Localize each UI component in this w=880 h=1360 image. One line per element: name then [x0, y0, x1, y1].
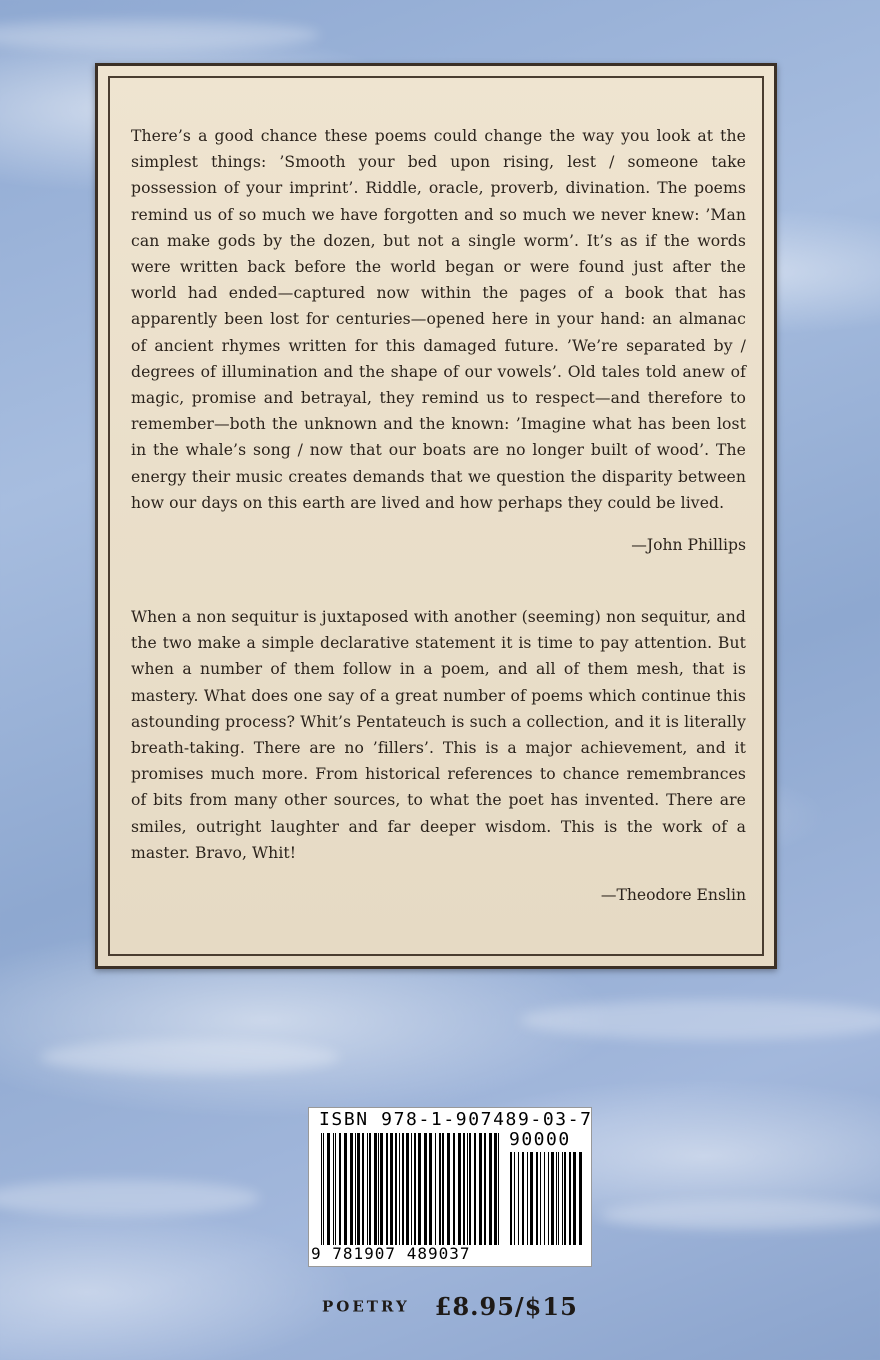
- barcode-bar: [339, 1133, 341, 1245]
- barcode-bar: [418, 1133, 421, 1245]
- barcode-bars: [319, 1133, 503, 1245]
- barcode-bar: [435, 1133, 436, 1245]
- isbn-barcode: [308, 1107, 592, 1267]
- barcode-bar: [474, 1133, 476, 1245]
- barcode-bar: [411, 1133, 412, 1245]
- barcode-bar: [369, 1133, 371, 1245]
- attribution-theodore-enslin: —Theodore Enslin: [600, 886, 746, 905]
- barcode-bar: [573, 1152, 576, 1245]
- barcode-price-code: 90000: [509, 1129, 571, 1150]
- barcode-bar: [399, 1133, 400, 1245]
- barcode-bar: [494, 1133, 497, 1245]
- attribution-john-phillips: —John Phillips: [631, 536, 746, 555]
- barcode-bar: [556, 1152, 557, 1245]
- barcode-bar: [569, 1152, 571, 1245]
- category-label: POETRY: [322, 1297, 410, 1316]
- barcode-bar: [514, 1152, 515, 1245]
- barcode-bar: [406, 1133, 409, 1245]
- barcode-bar: [479, 1133, 482, 1245]
- barcode-bar: [374, 1133, 377, 1245]
- barcode-bar: [469, 1133, 471, 1245]
- cloud-streak: [520, 1000, 880, 1040]
- barcode-bar: [536, 1152, 538, 1245]
- blurb-theodore-enslin: When a non sequitur is juxtaposed with another (seeming) non sequitur, and the two make a simple declarative statement it is time to pay attention. But when a number of them follow in a poem, and all of them mesh, that is mastery. What does one say of a great number of poems which continue this astounding process? Whit’s Pentateuch is such a collection, and it is literally breath-taking. There are no ’fillers’. This is a major achievement, and it promises much more. From historical references to chance remembrances of bits from many other sources, to what the poet has invented. There are smiles, outright laughter and far deeper wisdom. This is the work of a master. Bravo, Whit!: [131, 608, 746, 862]
- barcode-bar: [355, 1133, 356, 1245]
- barcode-bar: [510, 1152, 512, 1245]
- isbn-label: ISBN 978-1-907489-03-7: [319, 1109, 593, 1130]
- barcode-bar: [484, 1133, 486, 1245]
- barcode-bar: [424, 1133, 427, 1245]
- barcode-bar: [518, 1152, 519, 1245]
- barcode-bar: [333, 1133, 334, 1245]
- barcode-bar: [344, 1133, 347, 1245]
- barcode-bar: [350, 1133, 353, 1245]
- barcode-bar: [579, 1152, 582, 1245]
- cloud-streak: [0, 20, 320, 50]
- barcode-bar: [357, 1133, 360, 1245]
- barcode-bar: [390, 1133, 393, 1245]
- barcode-bar: [562, 1152, 563, 1245]
- barcode-bar: [530, 1152, 533, 1245]
- barcode-bar: [558, 1152, 559, 1245]
- barcode-bar: [498, 1133, 499, 1245]
- barcode-bar: [442, 1133, 444, 1245]
- barcode-bar: [378, 1133, 379, 1245]
- cloud-streak: [0, 1180, 260, 1216]
- blurb-john-phillips: There’s a good chance these poems could change the way you look at the simplest things: ’Smooth your bed upon rising, lest / someone take possession of your imprint’. Riddle, oracle, proverb, divination. The poems remind us of so much we have forgotten and so much we never knew: ’Man can make gods by the dozen, but not a single worm’. It’s as if the words were written back before the world began or were found just after the world had ended—captured now within the pages of a book that has apparently been lost for centuries—opened here in your hand: an almanac of ancient rhymes written for this damaged future. ’We’re separated by / degrees of illumination and the shape of our vowels’. Old tales told anew of magic, promise and betrayal, they remind us to respect—and therefore to remember—both the unknown and the known: ’Imagine what has been lost in the whale’s song / now that our boats are no longer built of wood’. The energy their music creates demands that we question the disparity between how our days on this earth are lived and how perhaps they could be lived.: [131, 127, 746, 512]
- barcode-bar: [548, 1152, 549, 1245]
- barcode-bar: [323, 1133, 324, 1245]
- barcode-bar: [540, 1152, 541, 1245]
- barcode-bar: [321, 1133, 322, 1245]
- barcode-bar: [527, 1152, 528, 1245]
- barcode-bar: [522, 1152, 524, 1245]
- barcode-bar: [386, 1133, 388, 1245]
- barcode-bar: [367, 1133, 368, 1245]
- barcode-bar: [458, 1133, 461, 1245]
- barcode-bar: [429, 1133, 432, 1245]
- barcode-bar: [453, 1133, 455, 1245]
- barcode-bar: [467, 1133, 468, 1245]
- price-label: £8.95/$15: [434, 1292, 578, 1321]
- barcode-digits: 9 781907 489037: [311, 1244, 471, 1263]
- cloud-streak: [40, 1040, 340, 1074]
- blurb-panel: [95, 63, 777, 969]
- barcode-bar: [362, 1133, 364, 1245]
- barcode-bar: [395, 1133, 397, 1245]
- barcode-bar: [447, 1133, 450, 1245]
- barcode-bar: [544, 1152, 545, 1245]
- blurb-content: [131, 123, 746, 908]
- barcode-bar: [463, 1133, 465, 1245]
- barcode-bar: [439, 1133, 441, 1245]
- barcode-bar: [489, 1133, 492, 1245]
- barcode-bar: [564, 1152, 566, 1245]
- barcode-addon-bars: [508, 1152, 584, 1245]
- barcode-bar: [402, 1133, 404, 1245]
- cloud-streak: [600, 1200, 880, 1230]
- barcode-bar: [551, 1152, 554, 1245]
- barcode-bar: [327, 1133, 330, 1245]
- barcode-bar: [380, 1133, 383, 1245]
- barcode-bar: [335, 1133, 336, 1245]
- footer: [322, 1292, 578, 1321]
- barcode-bar: [414, 1133, 416, 1245]
